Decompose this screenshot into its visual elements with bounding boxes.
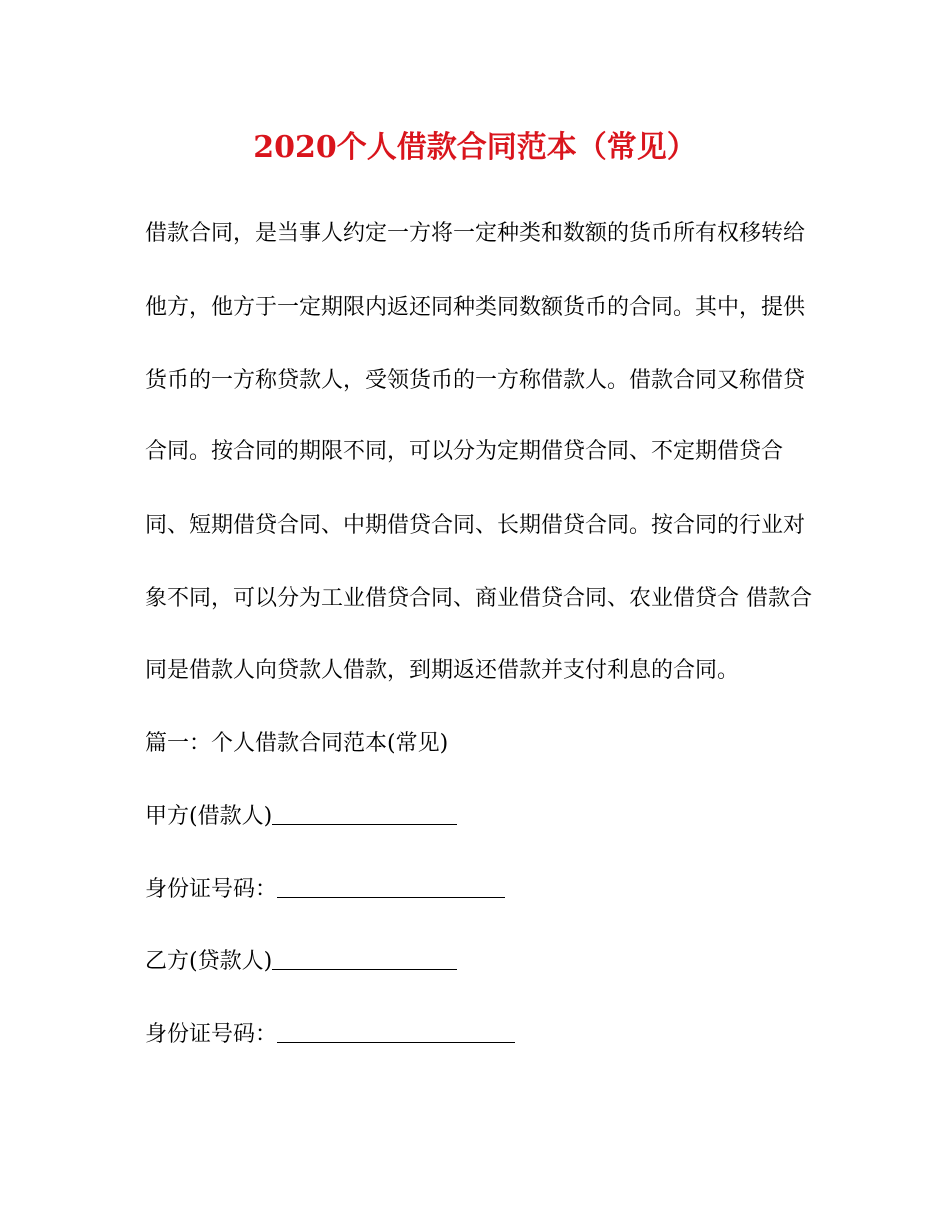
borrower-id-label: 身份证号码：	[145, 877, 278, 902]
section-heading: 篇一：个人借款合同范本(常见)	[145, 731, 449, 756]
intro-line-5: 同、短期借贷合同、中期借贷合同、长期借贷合同。按合同的行业对	[145, 513, 806, 538]
borrower-id-blank[interactable]	[277, 875, 505, 898]
lender-name-blank[interactable]	[272, 947, 457, 970]
document-title: 2020个人借款合同范本（常见）	[253, 130, 697, 165]
intro-line-7: 同是借款人向贷款人借款，到期返还借款并支付利息的合同。	[145, 658, 740, 683]
borrower-name-blank[interactable]	[272, 802, 457, 825]
borrower-label: 甲方(借款人)	[145, 804, 273, 829]
lender-label: 乙方(贷款人)	[145, 949, 273, 974]
intro-line-4: 合同。按合同的期限不同，可以分为定期借贷合同、不定期借贷合	[145, 439, 784, 464]
borrower-id-row	[145, 873, 505, 906]
lender-id-row	[145, 1018, 515, 1051]
intro-line-2: 他方，他方于一定期限内返还同种类同数额货币的合同。其中，提供	[145, 295, 806, 320]
intro-line-6: 象不同，可以分为工业借贷合同、商业借贷合同、农业借贷合 借款合	[145, 586, 812, 611]
lender-row	[145, 945, 457, 978]
lender-id-blank[interactable]	[277, 1020, 515, 1043]
intro-line-1: 借款合同，是当事人约定一方将一定种类和数额的货币所有权移转给	[145, 221, 806, 246]
lender-id-label: 身份证号码：	[145, 1022, 278, 1047]
lender-field-row	[145, 800, 457, 833]
intro-line-3: 货币的一方称贷款人，受领货币的一方称借款人。借款合同又称借贷	[145, 368, 806, 393]
